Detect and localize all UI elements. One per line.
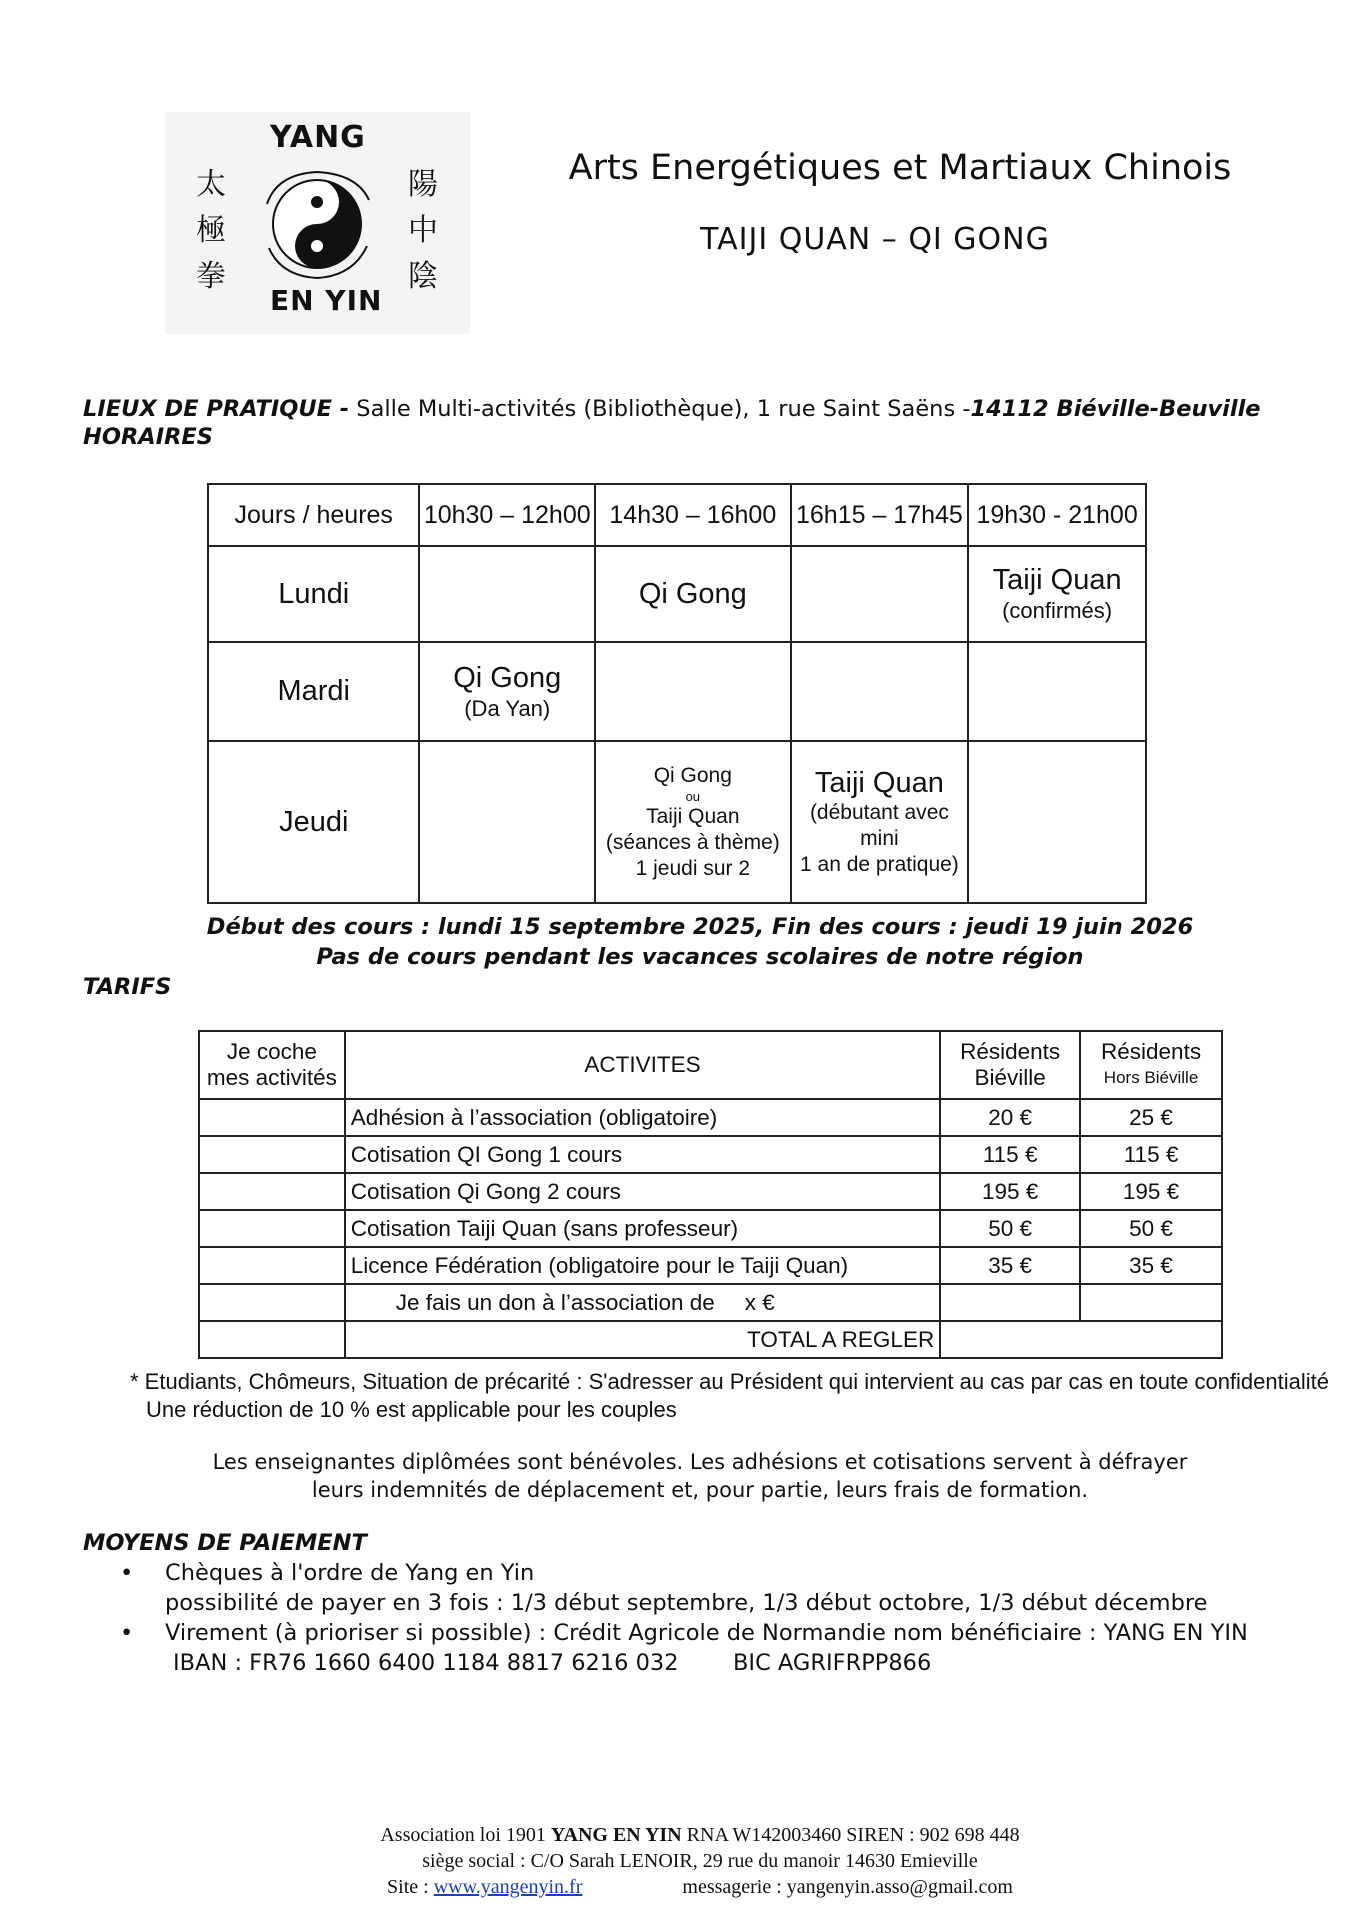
total-row [199, 1321, 1222, 1358]
payment-heading: MOYENS DE PAIEMENT [83, 1530, 367, 1556]
discount-notes [130, 1368, 1329, 1424]
course-detail: (débutant avec mini [809, 801, 949, 850]
resident-price: 50 € [940, 1210, 1080, 1247]
activity-label: Licence Fédération (obligatoire pour le Taiji Quan) [345, 1247, 940, 1284]
note-line: * Etudiants, Chômeurs, Situation de précarité : S'adresser au Président qui intervient au cas par cas en toute confidentialité [130, 1369, 1329, 1394]
price-header-row [199, 1031, 1222, 1099]
header-text: Hors Biéville [1103, 1068, 1199, 1087]
activity-checkbox-cell[interactable] [199, 1099, 345, 1136]
bank-details [120, 1648, 1248, 1678]
location-line [83, 396, 1261, 422]
payment-methods [120, 1558, 1248, 1678]
tarifs-heading: TARIFS [83, 974, 172, 1000]
volunteer-line: Les enseignantes diplômées sont bénévoles. Les adhésions et cotisations servent à défrayer [212, 1450, 1188, 1474]
course-detail: (Da Yan) [464, 695, 551, 721]
payment-item-cheques [120, 1558, 1248, 1588]
activity-label: Cotisation Qi Gong 2 cours [345, 1173, 940, 1210]
footer [150, 1822, 1250, 1900]
schedule-row-lundi [208, 546, 1146, 642]
donation-amount: x € [744, 1289, 775, 1315]
footer-text: Association loi 1901 [380, 1824, 551, 1846]
non-resident-price: 35 € [1080, 1247, 1222, 1284]
activity-label: Cotisation Taiji Quan (sans professeur) [345, 1210, 940, 1247]
table-row [199, 1173, 1222, 1210]
non-resident-column-header [1080, 1031, 1222, 1099]
location-label: LIEUX DE PRATIQUE - [83, 396, 350, 422]
resident-column-header [940, 1031, 1080, 1099]
footer-text: RNA W142003460 SIREN : 902 698 448 [681, 1824, 1020, 1846]
schedule-table [207, 483, 1147, 904]
schedule-header-cell: 14h30 – 16h00 [595, 484, 791, 546]
activity-checkbox-cell[interactable] [199, 1247, 345, 1284]
schedule-header-cell: Jours / heures [208, 484, 419, 546]
payment-text: Virement (à prioriser si possible) : Crédit Agricole de Normandie nom bénéficiaire : YANG EN YIN [165, 1620, 1248, 1646]
schedule-header-cell: 16h15 – 17h45 [791, 484, 969, 546]
schedule-header-cell: 10h30 – 12h00 [419, 484, 595, 546]
header-text: Je coche [226, 1039, 317, 1064]
holidays-line: Pas de cours pendant les vacances scolaires de notre région [316, 944, 1084, 970]
logo [165, 112, 470, 334]
iban: IBAN : FR76 1660 6400 1184 8817 6216 032 [173, 1650, 679, 1676]
course-dates-line: Début des cours : lundi 15 septembre 2025, Fin des cours : jeudi 19 juin 2026 [206, 914, 1194, 940]
table-row [199, 1247, 1222, 1284]
activity-checkbox-cell[interactable] [199, 1284, 345, 1321]
volunteer-line: leurs indemnités de déplacement et, pour partie, leurs frais de formation. [311, 1478, 1089, 1502]
total-empty-cell [199, 1321, 345, 1358]
schedule-heading: HORAIRES [83, 424, 213, 450]
course-detail: (confirmés) [1002, 598, 1113, 623]
schedule-cell [419, 741, 595, 903]
donation-label: Je fais un don à l’association de [395, 1289, 715, 1315]
donation-non-resident-cell[interactable] [1080, 1284, 1222, 1321]
non-resident-price: 195 € [1080, 1173, 1222, 1210]
course-name: Taiji Quan [646, 804, 740, 828]
non-resident-price: 50 € [1080, 1210, 1222, 1247]
schedule-cell [968, 546, 1146, 642]
course-name: Qi Gong [653, 763, 732, 787]
note-line: Une réduction de 10 % est applicable pour les couples [146, 1397, 677, 1422]
donation-row [199, 1284, 1222, 1321]
footer-text: Site : [387, 1876, 434, 1898]
payment-text: Chèques à l'ordre de Yang en Yin [165, 1560, 535, 1586]
course-separator: ou [685, 788, 701, 804]
day-cell: Mardi [208, 642, 419, 741]
association-name: YANG EN YIN [550, 1824, 682, 1846]
activities-column-header: ACTIVITES [345, 1031, 940, 1099]
resident-price: 35 € [940, 1247, 1080, 1284]
volunteer-note [150, 1448, 1250, 1504]
logo-top-text: YANG [270, 120, 366, 155]
page-title: Arts Energétiques et Martiaux Chinois [568, 148, 1232, 188]
day-cell: Lundi [208, 546, 419, 642]
payment-item-virement [120, 1618, 1248, 1648]
check-column-header [199, 1031, 345, 1099]
payment-item-detail [120, 1588, 1248, 1618]
course-name: Taiji Quan [992, 564, 1122, 596]
location-address: Salle Multi-activités (Bibliothèque), 1 rue Saint Saëns - [349, 396, 971, 422]
schedule-row-jeudi [208, 741, 1146, 903]
header-text: Biéville [974, 1065, 1046, 1090]
schedule-cell [419, 546, 595, 642]
schedule-cell [419, 642, 595, 741]
activity-label: Adhésion à l’association (obligatoire) [345, 1099, 940, 1136]
course-detail: 1 jeudi sur 2 [635, 856, 751, 880]
website-link[interactable]: www.yangenyin.fr [433, 1876, 583, 1898]
schedule-cell [968, 642, 1146, 741]
header-text: mes activités [206, 1065, 337, 1090]
schedule-cell [595, 642, 791, 741]
logo-bottom-text: EN YIN [270, 284, 383, 317]
bullet-icon: • [120, 1620, 134, 1646]
activity-checkbox-cell[interactable] [199, 1210, 345, 1247]
table-row [199, 1210, 1222, 1247]
logo-left-characters: 太 極 拳 [196, 167, 226, 294]
schedule-cell [595, 741, 791, 903]
payment-text: possibilité de payer en 3 fois : 1/3 début septembre, 1/3 début octobre, 1/3 début décembre [165, 1590, 1208, 1616]
non-resident-price: 25 € [1080, 1099, 1222, 1136]
footer-line [150, 1874, 1250, 1900]
bullet-icon: • [120, 1560, 134, 1586]
footer-address: siège social : C/O Sarah LENOIR, 29 rue du manoir 14630 Emieville [422, 1850, 978, 1872]
resident-price: 20 € [940, 1099, 1080, 1136]
course-dates [150, 912, 1250, 972]
course-detail: 1 an de pratique) [800, 853, 959, 876]
resident-price: 195 € [940, 1173, 1080, 1210]
header-text: Résidents [1101, 1039, 1202, 1064]
course-detail: (séances à thème) [605, 830, 780, 854]
table-row [199, 1136, 1222, 1173]
schedule-header-cell: 19h30 - 21h00 [968, 484, 1146, 546]
activity-checkbox-cell[interactable] [199, 1173, 345, 1210]
course-name: Qi Gong [453, 661, 562, 694]
donation-cell[interactable] [345, 1284, 940, 1321]
schedule-cell [791, 741, 969, 903]
table-row [199, 1099, 1222, 1136]
page-subtitle: TAIJI QUAN – QI GONG [700, 222, 1050, 257]
schedule-cell [968, 741, 1146, 903]
header-text: Résidents [960, 1039, 1061, 1064]
schedule-cell [791, 546, 969, 642]
total-amount-cell[interactable] [940, 1321, 1222, 1358]
schedule-row-mardi [208, 642, 1146, 741]
logo-right-characters: 陽 中 陰 [408, 167, 438, 294]
donation-resident-cell[interactable] [940, 1284, 1080, 1321]
location-city: 14112 Biéville-Beuville [970, 396, 1261, 422]
resident-price: 115 € [940, 1136, 1080, 1173]
footer-line [150, 1822, 1250, 1848]
email-text: messagerie : yangenyin.asso@gmail.com [682, 1876, 1013, 1898]
total-label: TOTAL A REGLER [345, 1321, 940, 1358]
activity-checkbox-cell[interactable] [199, 1136, 345, 1173]
schedule-cell: Qi Gong [595, 546, 791, 642]
day-cell: Jeudi [208, 741, 419, 903]
bic: BIC AGRIFRPP866 [733, 1650, 932, 1676]
activity-label: Cotisation QI Gong 1 cours [345, 1136, 940, 1173]
non-resident-price: 115 € [1080, 1136, 1222, 1173]
price-table [198, 1030, 1223, 1359]
course-name: Taiji Quan [814, 767, 944, 799]
yin-yang-icon [257, 164, 377, 284]
schedule-header-row [208, 484, 1146, 546]
schedule-cell [791, 642, 969, 741]
